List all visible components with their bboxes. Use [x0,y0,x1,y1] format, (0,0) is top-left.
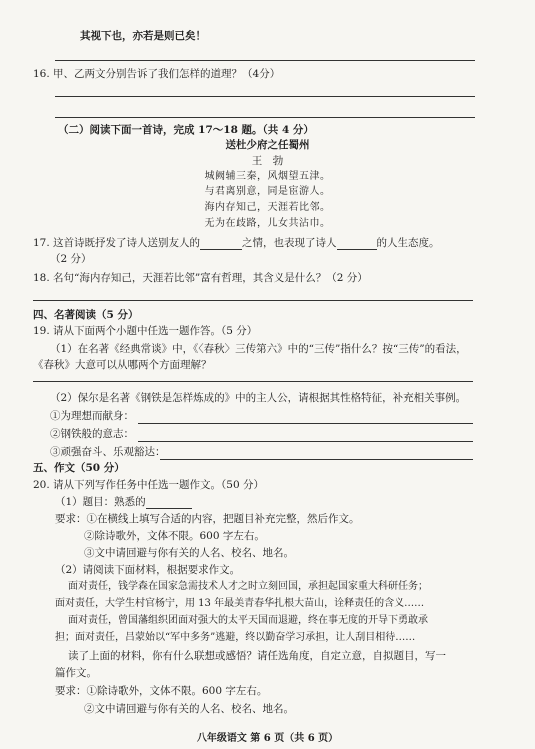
task-1-title [55,496,192,509]
answer-line [55,96,475,97]
task-1-req-1: 要求：①在横线上填写合适的内容，把题目补充完整，然后作文。 [55,513,360,525]
task-2-req-1: 要求：①除诗歌外，文体不限。600 字左右。 [55,685,268,697]
page-footer: 八年级语文 第 6 页（共 6 页） [196,733,339,744]
answer-line [138,441,473,442]
material-line-4: 担；面对责任，吕蒙始以“军中多务”逃避，终以勤奋学习承担，让人刮目相待…… [55,632,416,643]
title-blank[interactable] [146,508,192,509]
task-1-req-2: ②除诗歌外，文体不限。600 字左右。 [84,530,265,542]
answer-line [55,117,475,118]
question-20: 20. 请从下列写作任务中任选一题作文。（50 分） [33,479,264,491]
question-19-item-2: ②钢铁般的意志： [50,428,134,440]
question-19-sub1-line1: （1）在名著《经典常谈》中，《〈春秋〉三传第六》中的“三传”指什么？按“三传”的看法， [50,343,467,355]
answer-line [33,381,473,382]
question-17 [33,237,440,250]
question-19: 19. 请从下面两个小题中任选一题作答。（5 分） [33,325,258,337]
prompt-line-1: 读了上面的材料，你有什么联想或感悟？请任选角度，自定立意，自拟题目，写一 [68,650,446,662]
question-16: 16. 甲、乙两文分别告诉了我们怎样的道理？（4分） [33,68,281,80]
poem-line-4: 无为在歧路，儿女共沾巾。 [204,218,331,229]
question-19-item-1: ①为理想而献身： [50,410,134,422]
question-17-score: （2 分） [50,253,92,265]
poem-line-2: 与君离别意，同是宦游人。 [204,186,331,197]
material-line-1: 面对责任，钱学森在国家急需技术人才之时立刻回国，承担起国家重大科研任务； [68,581,428,592]
answer-line [160,459,473,460]
question-17-part1: 17. 这首诗既抒发了诗人送别友人的 [33,237,201,249]
task-1-title-text: （1）题目：熟悉的 [55,496,146,508]
material-line-3: 面对责任，曾国藩组织团面对强大的太平天国而退避，终在事无度的开导下勇敢承 [68,615,428,626]
answer-line [138,423,473,424]
section-4-header: 四、名著阅读（5 分） [33,309,139,321]
poem-author: 王 勃 [251,155,284,167]
section-5-header: 五、作文（50 分） [33,462,125,474]
question-19-sub1-line2: 《春秋》大意可以从哪两个方面理解？ [33,359,212,371]
prompt-line-2: 篇作文。 [55,667,97,679]
section-2-header: （二）阅读下面一首诗，完成 17～18 题。（共 4 分） [58,124,314,136]
task-2-req-2: ②文中请回避与你有关的人名、校名、地名。 [84,703,294,715]
poem-title: 送杜少府之任蜀州 [225,139,310,151]
task-2-title: （2）请阅读下面材料，根据要求作文。 [55,564,241,576]
question-18: 18. 名句“海内存知己，天涯若比邻”富有哲理，其含义是什么？（2 分） [33,272,368,284]
question-19-sub2-line1: （2）保尔是名著《钢铁是怎样炼成的》中的主人公，请根据其性格特征，补充相关事例。 [50,392,467,404]
fill-blank-1[interactable] [200,249,242,250]
task-1-req-3: ③文中请回避与你有关的人名、校名、地名。 [84,547,294,559]
top-quote-line: 其视下也，亦若是则已矣！ [80,30,206,42]
question-17-part3: 的人生态度。 [376,237,440,249]
poem-line-3: 海内存知己，天涯若比邻。 [204,202,331,213]
question-19-item-3: ③顽强奋斗、乐观豁达： [50,446,166,458]
fill-blank-2[interactable] [337,249,377,250]
answer-line [33,300,473,301]
poem-line-1: 城阙辅三秦，风烟望五津。 [204,171,331,182]
material-line-2: 面对责任，大学生村官杨宁，用 13 年最美青春华扎根大苗山，诠释责任的含义…… [55,598,425,609]
answer-line [55,60,475,61]
question-17-part2: 之情，也表现了诗人 [242,237,337,249]
